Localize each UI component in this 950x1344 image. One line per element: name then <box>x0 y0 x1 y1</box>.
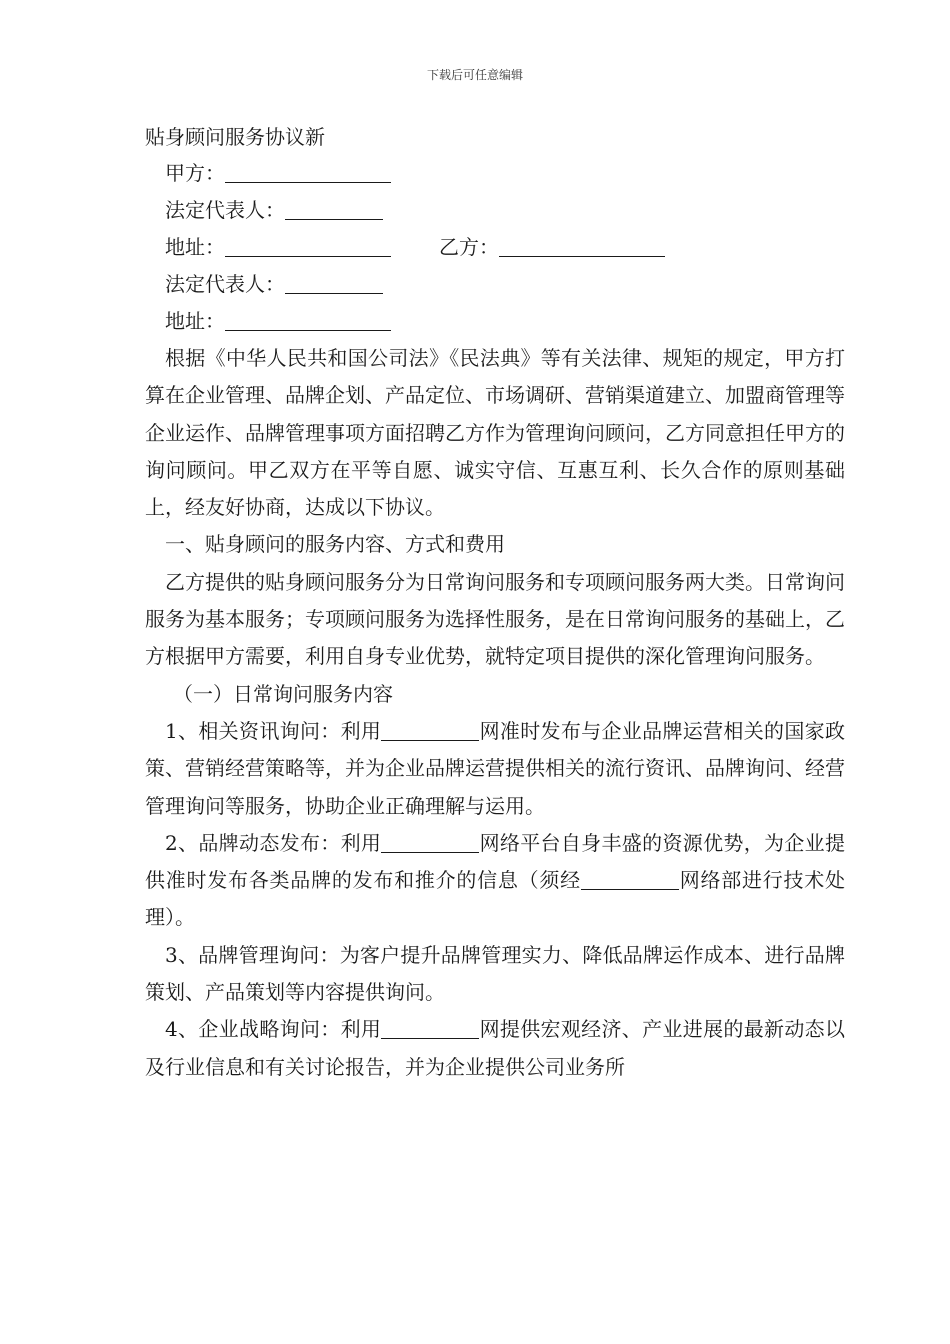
item4-blank <box>381 1016 479 1039</box>
item4-lead: 4、企业战略询问：利用 <box>165 1017 382 1042</box>
item2-lead: 2、品牌动态发布：利用 <box>165 830 382 855</box>
party-a-rep-label: 法定代表人： <box>165 198 285 222</box>
item1-body: 网准时发布与企业品牌运营相关的国家政策、营销经营策略等，并为企业品牌运营提供相关的流行资讯、品牌询问、经营管理询问等服务，协助企业正确理解与运用。 <box>145 718 846 818</box>
document-title: 贴身顾问服务协议新 <box>145 125 325 149</box>
item1-paragraph <box>145 713 845 825</box>
party-b-label: 乙方： <box>439 235 499 259</box>
item2-blank-1 <box>381 830 479 853</box>
intro-paragraph: 根据《中华人民共和国公司法》《民法典》等有关法律、规矩的规定，甲方打算在企业管理、品牌企划、产品定位、市场调研、营销渠道建立、加盟商管理等企业运作、品牌管理事项方面招聘乙方作为管理询问顾问，乙方同意担任甲方的询问顾问。甲乙双方在平等自愿、诚实守信、互惠互利、长久合作的原则基础上，经友好协商，达成以下协议。 <box>145 346 845 520</box>
sub1-heading: （一）日常询问服务内容 <box>173 681 393 706</box>
party-a-line <box>145 155 845 192</box>
party-a-rep-blank <box>285 197 383 220</box>
party-a-address-label: 地址： <box>165 235 225 259</box>
item4-paragraph <box>145 1011 845 1086</box>
party-b-rep-label: 法定代表人： <box>165 272 285 296</box>
party-b-rep-blank <box>285 271 383 294</box>
party-b-address-line <box>145 303 845 340</box>
item2-paragraph <box>145 825 845 937</box>
party-b-blank <box>499 234 665 257</box>
section1-paragraph: 乙方提供的贴身顾问服务分为日常询问服务和专项顾问服务两大类。日常询问服务为基本服务；专项顾问服务为选择性服务，是在日常询问服务的基础上，乙方根据甲方需要，利用自身专业优势，就特定项目提供的深化管理询问服务。 <box>145 569 845 669</box>
page-header-note: 下载后可任意编辑 <box>426 68 523 82</box>
item1-lead: 1、相关资讯询问：利用 <box>165 718 382 743</box>
item2-blank-2 <box>581 867 679 890</box>
item3-paragraph: 3、品牌管理询问：为客户提升品牌管理实力、降低品牌运作成本、进行品牌策划、产品策划等内容提供询问。 <box>145 942 845 1005</box>
party-b-address-label: 地址： <box>165 309 225 333</box>
item4-body: 网提供宏观经济、产业进展的最新动态以及行业信息和有关讨论报告，并为企业提供公司业务所 <box>145 1017 846 1079</box>
item2-body: 网络平台自身丰盛的资源优势，为企业提供准时发布各类品牌的发布和推介的信息（须经 <box>145 830 846 893</box>
item1-blank <box>381 718 479 741</box>
party-a-blank <box>225 160 391 183</box>
party-a-address-blank <box>225 234 391 257</box>
party-a-rep-line <box>145 192 845 229</box>
section1-heading: 一、贴身顾问的服务内容、方式和费用 <box>165 532 505 557</box>
party-a-address-line <box>145 229 845 266</box>
item2-tail: 网络部进行技术处理）。 <box>145 868 846 930</box>
party-b-rep-line <box>145 266 845 303</box>
party-a-label: 甲方： <box>165 161 225 185</box>
contract-page <box>145 119 845 1086</box>
party-b-address-blank <box>225 308 391 331</box>
